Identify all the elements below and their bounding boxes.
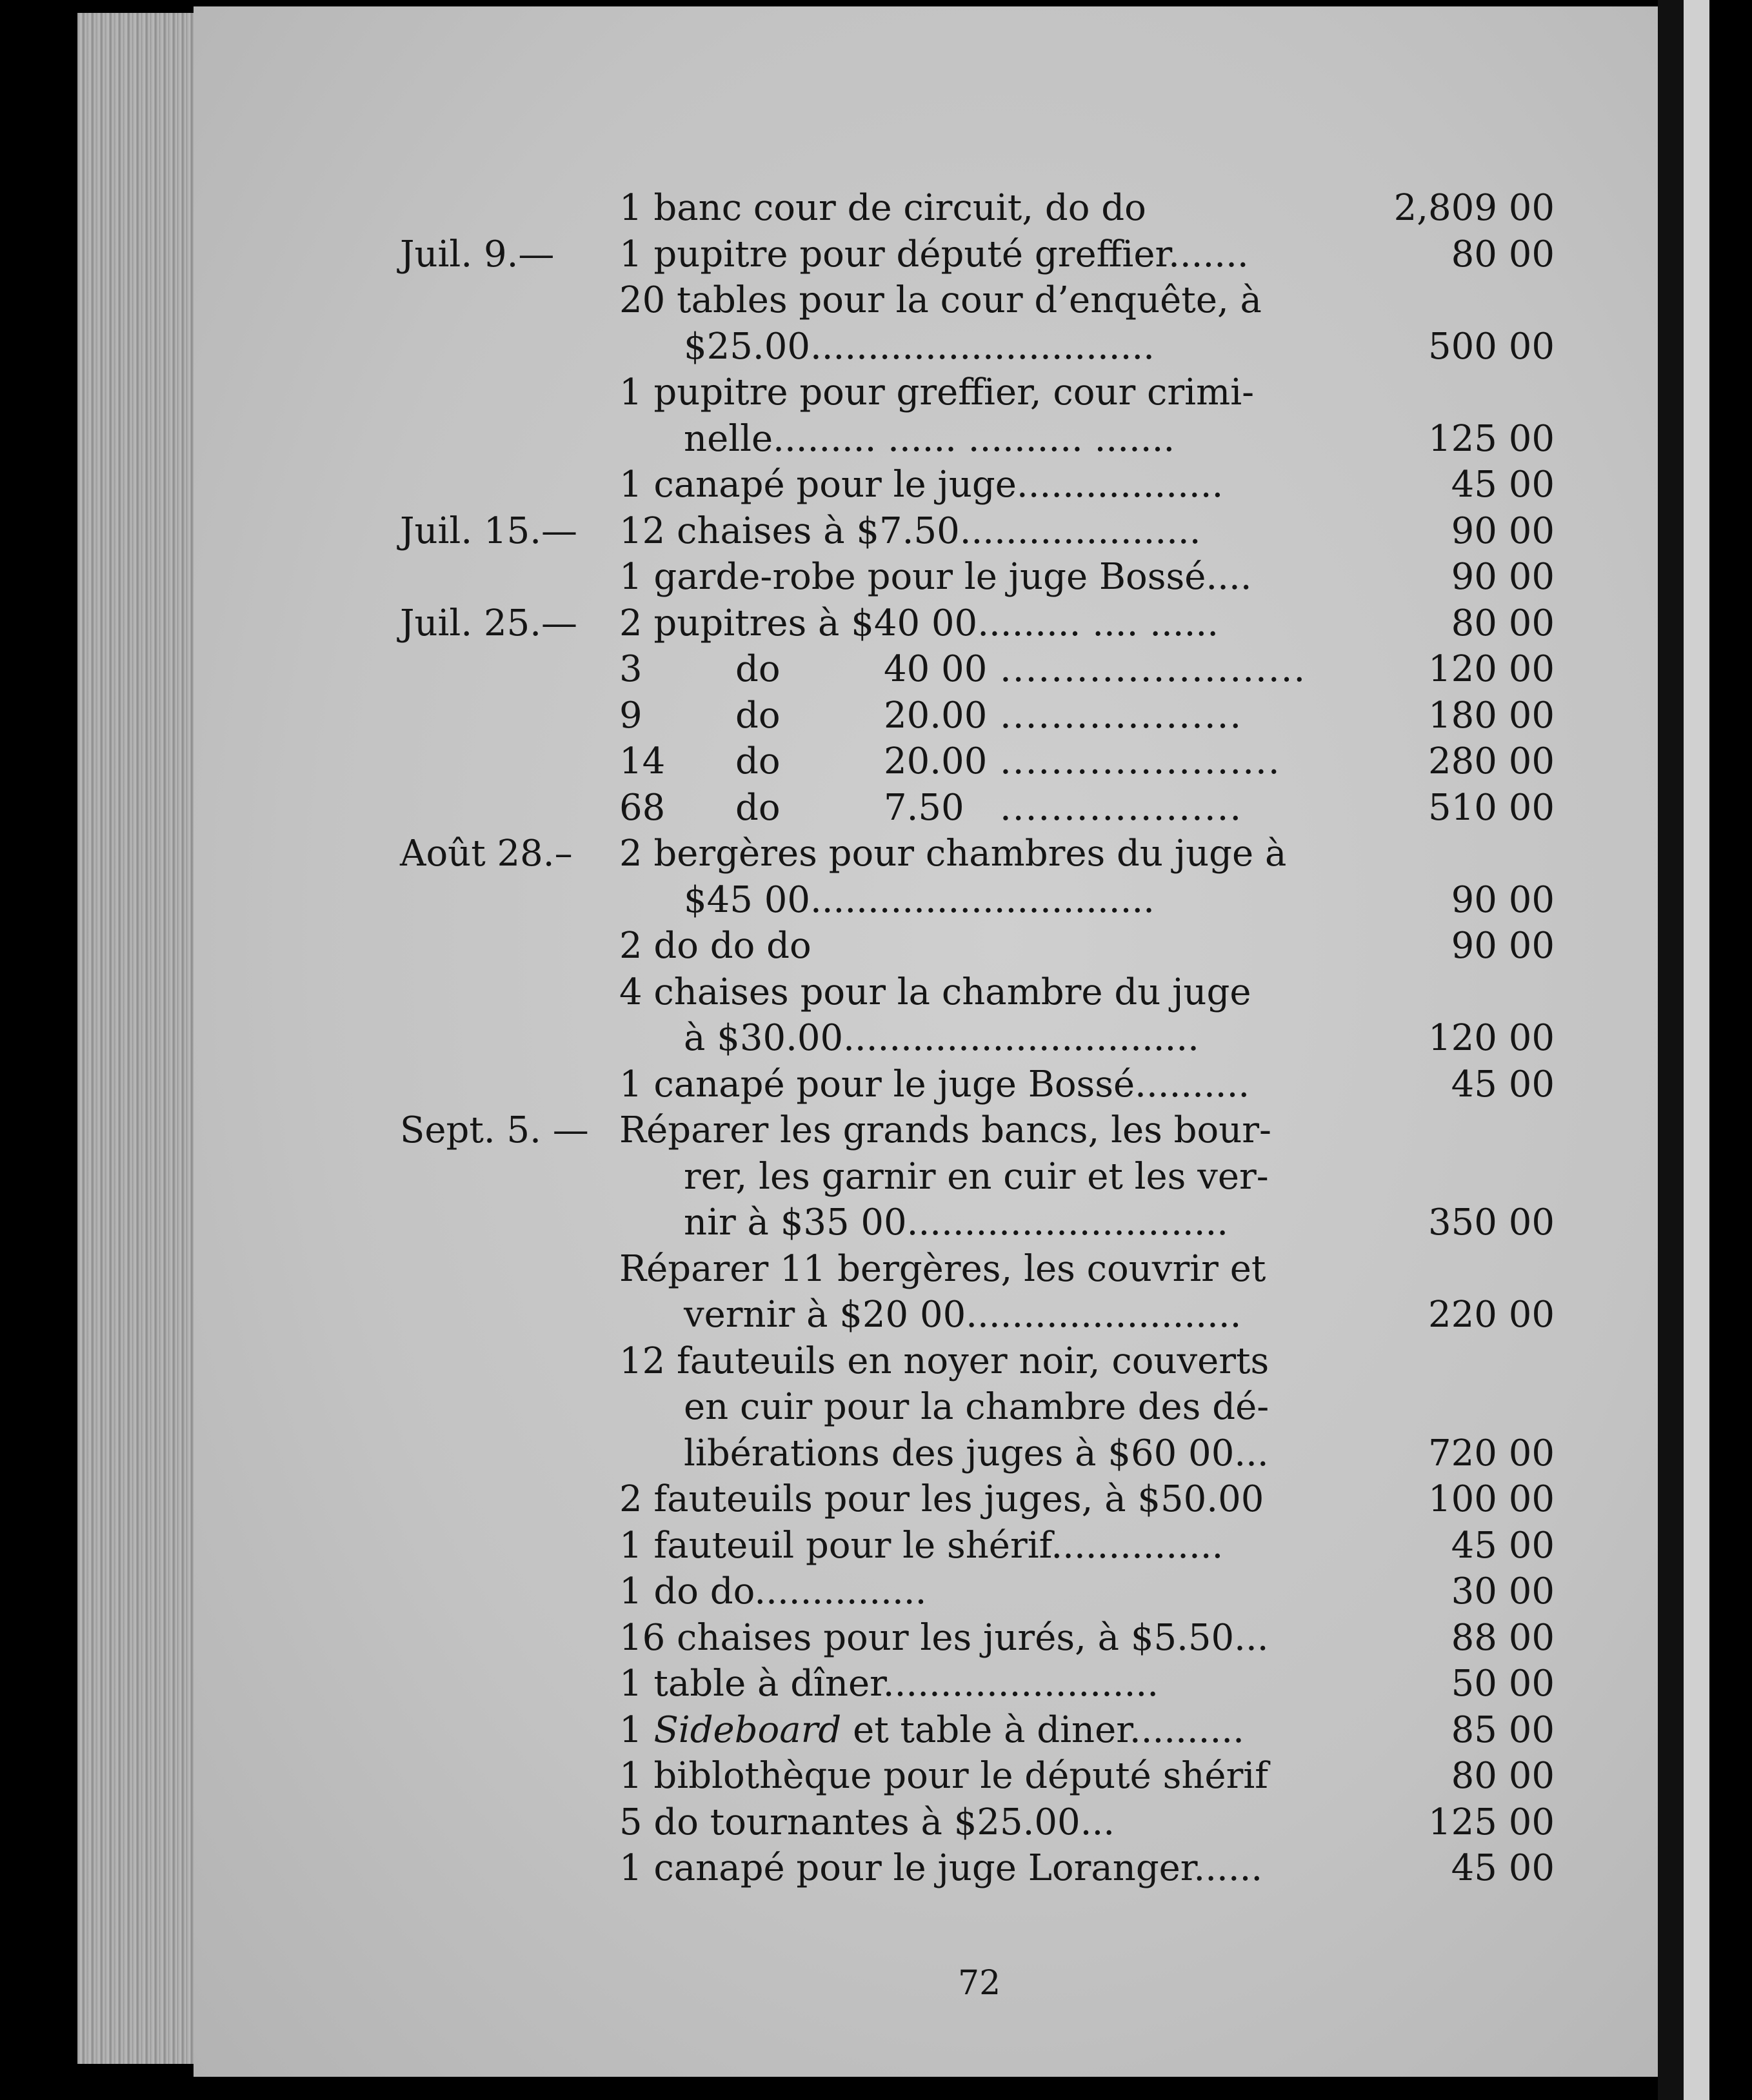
entry-amount: 45 00 <box>1451 1847 1555 1889</box>
entry-description: 12 fauteuils en noyer noir, couverts <box>619 1340 1269 1382</box>
entry-description: rer, les garnir en cuir et les ver- <box>684 1155 1269 1198</box>
quantity: 68 <box>619 786 666 829</box>
ditto-mark: do <box>735 740 781 782</box>
entry-amount: 120 00 <box>1428 648 1555 690</box>
quantity: 14 <box>619 740 666 782</box>
ledger-row <box>400 1663 1574 1709</box>
ledger-row <box>400 971 1574 1018</box>
entry-description: à $30.00............................... <box>684 1017 1199 1059</box>
entry-description: vernir à $20 00........................ <box>684 1294 1242 1336</box>
entry-description: Réparer les grands bancs, les bour- <box>619 1109 1271 1151</box>
entry-amount: 85 00 <box>1451 1709 1555 1751</box>
entry-description: 2 fauteuils pour les juges, à $50.00 <box>619 1478 1264 1520</box>
entry-amount: 180 00 <box>1428 694 1555 737</box>
entry-description: 1 banc cour de circuit, do do <box>619 187 1146 229</box>
entry-description: $45 00.............................. <box>684 878 1155 921</box>
quantity: 3 <box>619 648 642 690</box>
entry-amount: 280 00 <box>1428 740 1555 782</box>
entry-amount: 90 00 <box>1451 556 1555 598</box>
ledger-row <box>400 1109 1574 1156</box>
ledger-row <box>400 464 1574 510</box>
ledger-row <box>400 1017 1574 1064</box>
entry-amount: 500 00 <box>1428 325 1555 368</box>
entry-amount: 30 00 <box>1451 1570 1555 1612</box>
entry-amount: 45 00 <box>1451 1524 1555 1567</box>
entry-description: Réparer 11 bergères, les couvrir et <box>619 1247 1266 1290</box>
entry-amount: 120 00 <box>1428 1017 1555 1059</box>
entry-amount: 720 00 <box>1428 1432 1555 1474</box>
entry-description: 2 do do do <box>619 925 811 967</box>
ledger-row <box>400 833 1574 879</box>
entry-description: en cuir pour la chambre des dé- <box>684 1386 1269 1428</box>
entry-description: 12 chaises à $7.50..................... <box>619 510 1201 552</box>
entry-description: 1 garde-robe pour le juge Bossé.... <box>619 556 1252 598</box>
entry-description: 1 Sideboard et table à diner.......... <box>619 1709 1244 1751</box>
entry-date: Sept. 5. — <box>400 1109 589 1151</box>
ledger-row <box>400 1478 1574 1525</box>
entry-amount: 80 00 <box>1451 602 1555 644</box>
ledger-row <box>400 1386 1574 1432</box>
ledger-row <box>400 1064 1574 1110</box>
ledger-row <box>400 879 1574 926</box>
ditto-mark: do <box>735 786 781 829</box>
ditto-mark: do <box>735 648 781 690</box>
ledger-row <box>400 371 1574 418</box>
entry-date: Juil. 9.— <box>400 233 555 275</box>
right-shadow <box>1658 0 1684 2100</box>
entry-date: Juil. 15.— <box>400 510 577 552</box>
entry-date: Juil. 25.— <box>400 602 577 644</box>
ledger-row <box>400 556 1574 602</box>
entry-description: 1 table à dîner........................ <box>619 1663 1159 1705</box>
ledger-table <box>400 187 1574 1894</box>
ledger-row <box>400 1801 1574 1848</box>
entry-amount: 220 00 <box>1428 1294 1555 1336</box>
entry-description: 16 chaises pour les jurés, à $5.50... <box>619 1616 1269 1659</box>
leader-dots: ................... <box>1000 786 1243 829</box>
entry-description: nelle......... ...... .......... ....... <box>684 417 1175 460</box>
entry-description: nir à $35 00............................ <box>684 1202 1229 1243</box>
page-number: 72 <box>958 1964 1001 2003</box>
entry-amount: 510 00 <box>1428 786 1555 829</box>
entry-amount: 90 00 <box>1451 878 1555 921</box>
entry-description: 5 do tournantes à $25.00... <box>619 1801 1115 1843</box>
entry-amount: 125 00 <box>1428 417 1555 460</box>
ledger-row <box>400 326 1574 372</box>
entry-description: libérations des juges à $60 00... <box>684 1432 1269 1474</box>
ledger-row <box>400 1847 1574 1894</box>
unit-price: 40 00 <box>884 648 988 690</box>
entry-description: 1 fauteuil pour le shérif............... <box>619 1524 1224 1567</box>
ledger-row <box>400 1248 1574 1294</box>
entry-amount: 350 00 <box>1428 1202 1555 1243</box>
ledger-row <box>400 1202 1574 1248</box>
entry-amount: 45 00 <box>1451 1063 1555 1105</box>
entry-date: Août 28.– <box>400 833 573 875</box>
ledger-row <box>400 418 1574 464</box>
leader-dots: ...................... <box>1000 740 1281 782</box>
ledger-row <box>400 740 1574 787</box>
ledger-row <box>400 1570 1574 1617</box>
ledger-row <box>400 1755 1574 1801</box>
ledger-row <box>400 925 1574 971</box>
entry-amount: 50 00 <box>1451 1663 1555 1705</box>
entry-amount: 45 00 <box>1451 464 1555 506</box>
leader-dots: ........................ <box>1000 648 1307 690</box>
entry-amount: 90 00 <box>1451 510 1555 552</box>
ledger-row <box>400 787 1574 833</box>
ledger-row <box>400 279 1574 326</box>
entry-amount: 88 00 <box>1451 1616 1555 1659</box>
entry-amount: 80 00 <box>1451 1755 1555 1797</box>
ledger-row <box>400 1617 1574 1663</box>
entry-description: 1 canapé pour le juge Loranger...... <box>619 1847 1263 1889</box>
page-edge-stack <box>77 13 206 2064</box>
ledger-row <box>400 1432 1574 1479</box>
ledger-row <box>400 1709 1574 1756</box>
ledger-row <box>400 1525 1574 1571</box>
ledger-row <box>400 695 1574 741</box>
unit-price: 20.00 <box>884 740 988 782</box>
ledger-row <box>400 1156 1574 1202</box>
entry-description: 2 pupitres à $40 00......... .... ...... <box>619 602 1219 644</box>
entry-description: 20 tables pour la cour d’enquête, à <box>619 279 1262 321</box>
leader-dots: ................... <box>1000 694 1243 737</box>
entry-description: 1 pupitre pour greffier, cour crimi- <box>619 371 1255 413</box>
ledger-row <box>400 602 1574 649</box>
ledger-row <box>400 187 1574 233</box>
ledger-row <box>400 1294 1574 1340</box>
ledger-row <box>400 233 1574 280</box>
ledger-row <box>400 1340 1574 1387</box>
entry-description: 1 canapé pour le juge Bossé.......... <box>619 1063 1250 1105</box>
entry-description: 1 canapé pour le juge.................. <box>619 464 1224 506</box>
entry-amount: 90 00 <box>1451 925 1555 967</box>
ledger-row <box>400 648 1574 695</box>
unit-price: 20.00 <box>884 694 988 737</box>
entry-amount: 100 00 <box>1428 1478 1555 1520</box>
quantity: 9 <box>619 694 642 737</box>
entry-description: 1 biblothèque pour le député shérif <box>619 1755 1268 1797</box>
entry-amount: 80 00 <box>1451 233 1555 275</box>
ledger-row <box>400 510 1574 557</box>
entry-description: 1 pupitre pour député greffier....... <box>619 233 1249 275</box>
entry-description: 1 do do............... <box>619 1570 927 1612</box>
entry-amount: 125 00 <box>1428 1801 1555 1843</box>
ditto-mark: do <box>735 694 781 737</box>
facing-page-edge <box>1684 0 1709 2100</box>
entry-description: 4 chaises pour la chambre du juge <box>619 971 1251 1013</box>
entry-description: $25.00.............................. <box>684 325 1155 368</box>
entry-amount: 2,809 00 <box>1393 187 1555 229</box>
unit-price: 7.50 <box>884 786 964 829</box>
entry-description: 2 bergères pour chambres du juge à <box>619 833 1287 875</box>
